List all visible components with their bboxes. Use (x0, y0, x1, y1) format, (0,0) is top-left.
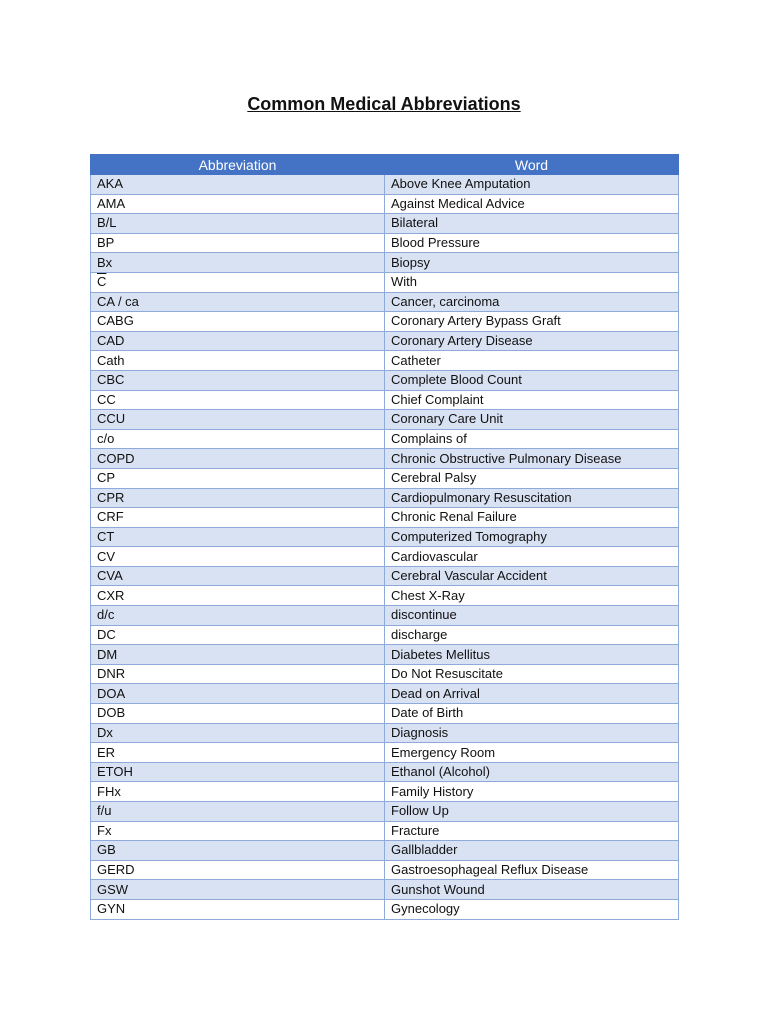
abbreviation-cell: d/c (91, 606, 385, 626)
abbreviation-cell: CA / ca (91, 292, 385, 312)
abbreviation-cell: Fx (91, 821, 385, 841)
table-row (91, 782, 679, 802)
word-cell: Diabetes Mellitus (385, 645, 679, 665)
table-row (91, 625, 679, 645)
abbreviation-cell: CABG (91, 312, 385, 332)
abbreviation-cell: f/u (91, 802, 385, 822)
abbreviation-cell: CBC (91, 370, 385, 390)
table-row (91, 468, 679, 488)
word-cell: Family History (385, 782, 679, 802)
word-cell: Chief Complaint (385, 390, 679, 410)
abbreviation-cell: Dx (91, 723, 385, 743)
table-row (91, 292, 679, 312)
word-cell: Coronary Care Unit (385, 410, 679, 430)
table-row (91, 606, 679, 626)
word-cell: Cardiopulmonary Resuscitation (385, 488, 679, 508)
table-row (91, 899, 679, 919)
table-row (91, 802, 679, 822)
abbreviation-cell: DM (91, 645, 385, 665)
abbreviation-cell: CRF (91, 508, 385, 528)
table-row (91, 645, 679, 665)
word-cell: Coronary Artery Bypass Graft (385, 312, 679, 332)
table-row (91, 527, 679, 547)
abbreviation-cell: c/o (91, 429, 385, 449)
table-row (91, 841, 679, 861)
abbreviation-cell: DOB (91, 704, 385, 724)
table-row (91, 331, 679, 351)
table-row (91, 723, 679, 743)
table-row (91, 253, 679, 273)
table-row (91, 743, 679, 763)
abbreviation-cell: CC (91, 390, 385, 410)
abbreviation-cell: CAD (91, 331, 385, 351)
word-cell: Coronary Artery Disease (385, 331, 679, 351)
abbreviation-cell: GYN (91, 899, 385, 919)
word-cell: Cancer, carcinoma (385, 292, 679, 312)
table-row (91, 390, 679, 410)
abbreviation-cell: FHx (91, 782, 385, 802)
word-cell: Follow Up (385, 802, 679, 822)
word-cell: Chronic Renal Failure (385, 508, 679, 528)
table-row (91, 704, 679, 724)
word-cell: With (385, 272, 679, 292)
abbreviation-cell: COPD (91, 449, 385, 469)
table-row (91, 860, 679, 880)
table-row (91, 175, 679, 195)
abbreviations-table (90, 154, 679, 920)
table-row (91, 272, 679, 292)
table-row (91, 410, 679, 430)
table-row (91, 880, 679, 900)
word-cell: Cerebral Palsy (385, 468, 679, 488)
abbreviation-cell: DNR (91, 664, 385, 684)
abbreviation-cell: ER (91, 743, 385, 763)
table-row (91, 429, 679, 449)
abbreviation-cell: DC (91, 625, 385, 645)
word-cell: discontinue (385, 606, 679, 626)
table-row (91, 233, 679, 253)
word-cell: Complete Blood Count (385, 370, 679, 390)
word-cell: Diagnosis (385, 723, 679, 743)
word-cell: Chronic Obstructive Pulmonary Disease (385, 449, 679, 469)
abbreviation-cell: AMA (91, 194, 385, 214)
abbreviation-cell: CPR (91, 488, 385, 508)
word-cell: Bilateral (385, 214, 679, 234)
page-title: Common Medical Abbreviations (247, 94, 521, 114)
table-row (91, 684, 679, 704)
table-row (91, 449, 679, 469)
table-row (91, 762, 679, 782)
table-row (91, 821, 679, 841)
abbreviation-cell: GSW (91, 880, 385, 900)
word-cell: Fracture (385, 821, 679, 841)
word-cell: Computerized Tomography (385, 527, 679, 547)
table-row (91, 194, 679, 214)
word-cell: Chest X-Ray (385, 586, 679, 606)
abbreviation-cell: BP (91, 233, 385, 253)
abbreviation-cell: GB (91, 841, 385, 861)
table-row (91, 664, 679, 684)
abbreviation-cell: B/L (91, 214, 385, 234)
column-header-word: Word (385, 155, 679, 175)
abbreviation-cell: ETOH (91, 762, 385, 782)
word-cell: Gunshot Wound (385, 880, 679, 900)
column-header-abbreviation: Abbreviation (91, 155, 385, 175)
word-cell: Gastroesophageal Reflux Disease (385, 860, 679, 880)
abbreviation-cell: AKA (91, 175, 385, 195)
word-cell: Date of Birth (385, 704, 679, 724)
word-cell: Dead on Arrival (385, 684, 679, 704)
table-row (91, 312, 679, 332)
word-cell: Against Medical Advice (385, 194, 679, 214)
word-cell: Cerebral Vascular Accident (385, 566, 679, 586)
word-cell: Gallbladder (385, 841, 679, 861)
table-row (91, 547, 679, 567)
table-row (91, 370, 679, 390)
word-cell: Cardiovascular (385, 547, 679, 567)
table-row (91, 488, 679, 508)
abbreviation-cell: GERD (91, 860, 385, 880)
abbreviation-cell: CV (91, 547, 385, 567)
word-cell: Biopsy (385, 253, 679, 273)
word-cell: Emergency Room (385, 743, 679, 763)
word-cell: Above Knee Amputation (385, 175, 679, 195)
table-body (91, 175, 679, 920)
table-row (91, 566, 679, 586)
word-cell: Complains of (385, 429, 679, 449)
word-cell: Do Not Resuscitate (385, 664, 679, 684)
table-header-row (91, 155, 679, 175)
word-cell: Catheter (385, 351, 679, 371)
table-row (91, 351, 679, 371)
abbreviation-cell: DOA (91, 684, 385, 704)
word-cell: Ethanol (Alcohol) (385, 762, 679, 782)
abbreviation-cell: $\overline{C}$ (91, 272, 385, 292)
abbreviation-cell: CXR (91, 586, 385, 606)
abbreviation-cell: CP (91, 468, 385, 488)
word-cell: Gynecology (385, 899, 679, 919)
abbreviation-cell: CCU (91, 410, 385, 430)
table-row (91, 508, 679, 528)
abbreviation-cell: CVA (91, 566, 385, 586)
abbreviation-cell: CT (91, 527, 385, 547)
table-row (91, 586, 679, 606)
word-cell: Blood Pressure (385, 233, 679, 253)
abbreviation-cell: Cath (91, 351, 385, 371)
word-cell: discharge (385, 625, 679, 645)
abbreviation-cell: Bx (91, 253, 385, 273)
table-row (91, 214, 679, 234)
